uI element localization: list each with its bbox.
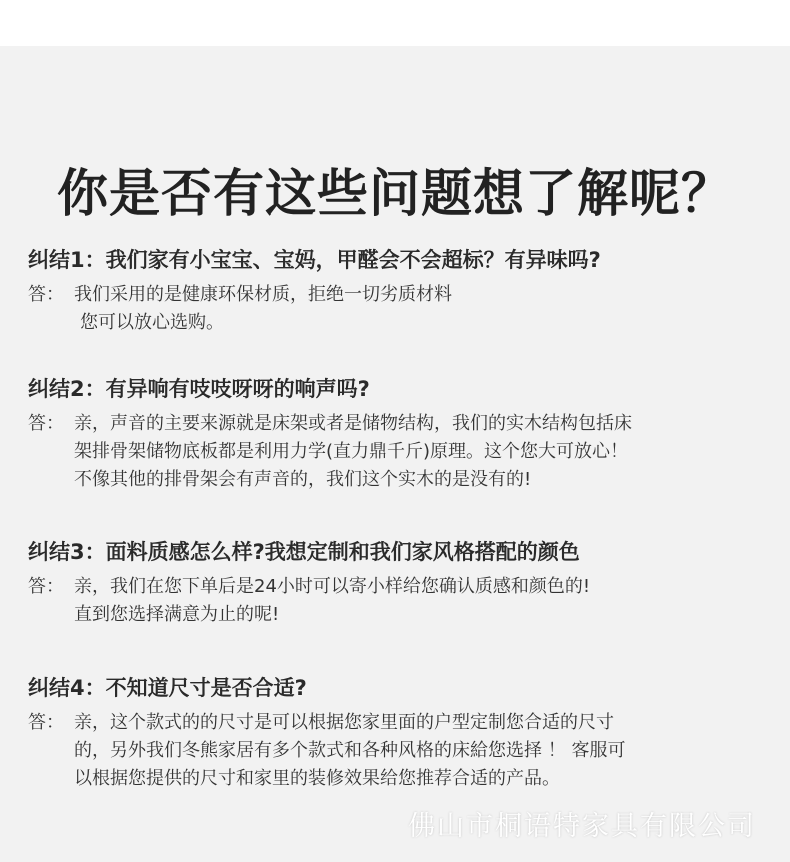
qa-item-4 bbox=[28, 673, 778, 793]
answer-line: 不像其他的排骨架会有声音的，我们这个实木的是没有的! bbox=[74, 469, 532, 490]
answer-4 bbox=[28, 709, 778, 793]
answer-2 bbox=[28, 410, 778, 494]
qa-item-3 bbox=[28, 537, 778, 629]
company-watermark: 佛山市桐语特家具有限公司 bbox=[408, 811, 756, 842]
answer-3 bbox=[28, 573, 778, 629]
question-2: 纠结2：有异响有吱吱呀呀的响声吗? bbox=[28, 377, 370, 401]
page-title: 你是否有这些问题想了解呢？ bbox=[56, 165, 733, 224]
qa-item-2 bbox=[28, 374, 778, 494]
answer-line: 我们采用的是健康环保材质，拒绝一切劣质材料 bbox=[74, 284, 452, 305]
question-4: 纠结4：不知道尺寸是否合适? bbox=[28, 676, 307, 700]
qa-item-1 bbox=[28, 245, 778, 337]
answer-line: 架排骨架储物底板都是利用力学(直力鼎千斤)原理。这个您大可放心！ bbox=[74, 441, 629, 462]
answer-1 bbox=[28, 281, 778, 337]
answer-label: 答： bbox=[28, 284, 64, 305]
answer-label: 答： bbox=[28, 712, 64, 733]
answer-line: 亲，声音的主要来源就是床架或者是储物结构，我们的实木结构包括床 bbox=[74, 413, 632, 434]
question-1: 纠结1：我们家有小宝宝、宝妈，甲醛会不会超标？有异味吗? bbox=[28, 248, 601, 272]
answer-line: 您可以放心选购。 bbox=[80, 312, 224, 333]
answer-line: 以根据您提供的尺寸和家里的装修效果给您推荐合适的产品。 bbox=[74, 768, 560, 789]
answer-label: 答： bbox=[28, 576, 64, 597]
answer-line: 直到您选择满意为止的呢! bbox=[74, 604, 280, 625]
answer-line: 亲，我们在您下单后是24小时可以寄小样给您确认质感和颜色的! bbox=[74, 576, 591, 597]
answer-line: 亲，这个款式的的尺寸是可以根据您家里面的户型定制您合适的尺寸 bbox=[74, 712, 614, 733]
answer-line: 的，另外我们冬熊家居有多个款式和各种风格的床給您选择 ！ 客服可 bbox=[74, 740, 626, 761]
question-3: 纠结3：面料质感怎么样?我想定制和我们家风格搭配的颜色 bbox=[28, 540, 580, 564]
answer-label: 答： bbox=[28, 413, 64, 434]
